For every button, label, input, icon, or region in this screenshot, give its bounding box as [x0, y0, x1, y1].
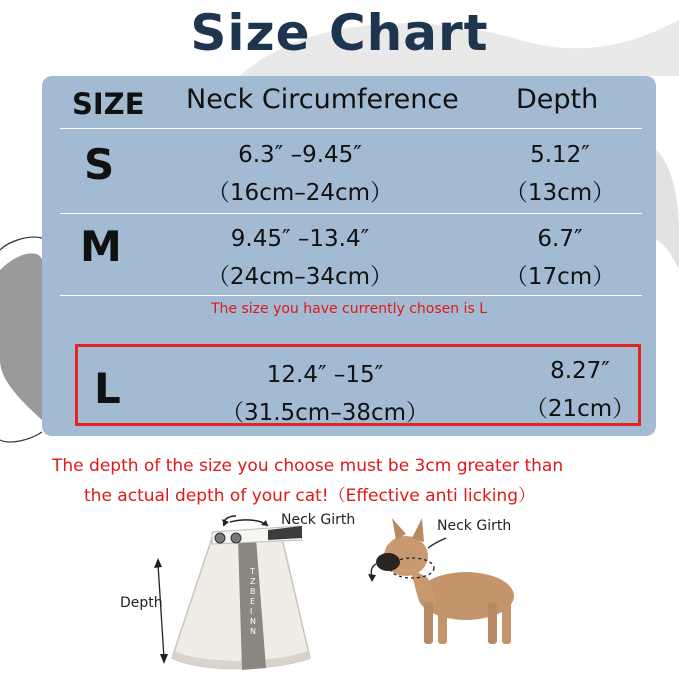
s-depth-cm: （13cm） — [504, 180, 616, 206]
l-neck-inches: 12.4″ –15″ — [266, 362, 384, 388]
neck-girth-cone-label: Neck Girth — [281, 512, 356, 528]
m-neck-cm: （24cm–34cm） — [206, 264, 394, 290]
m-depth-inches: 6.7″ — [537, 226, 583, 252]
size-m-label: M — [80, 222, 122, 271]
warning-line-1: The depth of the size you choose must be 3cm greater than — [52, 456, 564, 476]
header-neck: Neck Circumference — [186, 84, 459, 115]
size-l-label: L — [94, 364, 121, 413]
warning-line-2: the actual depth of your cat!（Effective anti licking） — [84, 486, 536, 506]
s-neck-inches: 6.3″ –9.45″ — [238, 142, 362, 168]
l-depth-inches: 8.27″ — [550, 358, 610, 384]
m-depth-cm: （17cm） — [504, 264, 616, 290]
header-size: SIZE — [72, 87, 145, 121]
brand-text: T Z B E I N N — [250, 567, 256, 636]
cone-collar-illustration — [150, 508, 320, 676]
page-title: Size Chart — [190, 4, 489, 62]
header-depth: Depth — [516, 84, 599, 115]
row-divider — [60, 295, 642, 296]
depth-label: Depth — [120, 595, 163, 611]
l-depth-cm: （21cm） — [524, 396, 636, 422]
chosen-size-note: The size you have currently chosen is L — [211, 301, 487, 317]
m-neck-inches: 9.45″ –13.4″ — [230, 226, 370, 252]
row-divider — [60, 128, 642, 129]
s-neck-cm: （16cm–24cm） — [206, 180, 394, 206]
l-neck-cm: （31.5cm–38cm） — [220, 400, 430, 426]
neck-girth-dog-label: Neck Girth — [437, 518, 512, 534]
row-divider — [60, 213, 642, 214]
size-s-label: S — [84, 140, 115, 189]
s-depth-inches: 5.12″ — [530, 142, 590, 168]
